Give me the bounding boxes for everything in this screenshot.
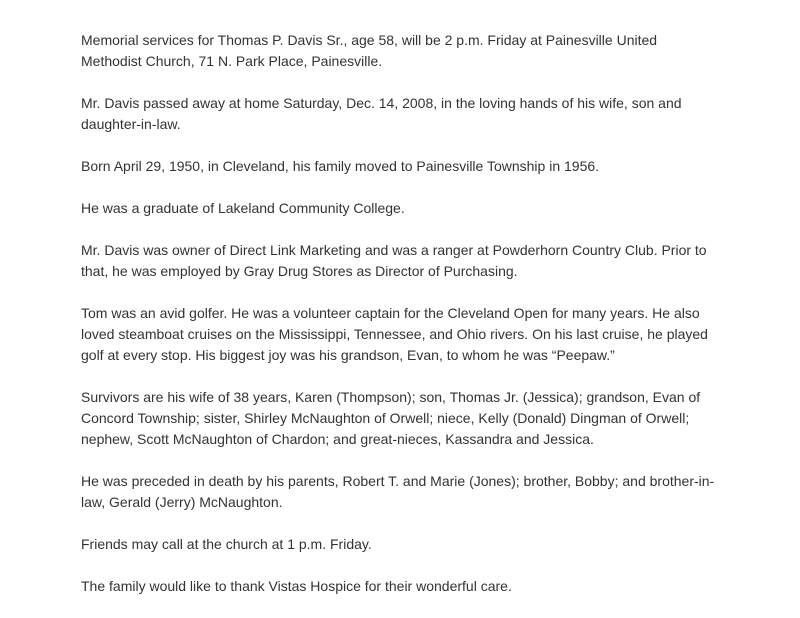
obituary-article <box>81 30 721 618</box>
paragraph-preceded-in-death: He was preceded in death by his parents, Robert T. and Marie (Jones); brother, Bobby; and brother-in-law, Gerald (Jerry) McNaughton. <box>81 473 715 510</box>
paragraph-survivors: Survivors are his wife of 38 years, Karen (Thompson); son, Thomas Jr. (Jessica); grandson, Evan of Concord Township; sister, Shirley McNaughton of Orwell; niece, Kelly (Donald) Dingman of Orwell; nephew, Scott McNaughton of Chardon; and great-nieces, Kassandra and Jessica. <box>81 389 701 447</box>
paragraph-hobbies: Tom was an avid golfer. He was a volunteer captain for the Cleveland Open for many years. He also loved steamboat cruises on the Mississippi, Tennessee, and Ohio rivers. On his last cruise, he played golf at every stop. His biggest joy was his grandson, Evan, to whom he was “Peepaw.” <box>81 305 708 363</box>
paragraph-passed-away: Mr. Davis passed away at home Saturday, Dec. 14, 2008, in the loving hands of his wife, son and daughter-in-law. <box>81 95 682 132</box>
paragraph-calling-hours: Friends may call at the church at 1 p.m. Friday. <box>81 536 372 552</box>
paragraph-memorial-services: Memorial services for Thomas P. Davis Sr., age 58, will be 2 p.m. Friday at Painesville United Methodist Church, 71 N. Park Place, Painesville. <box>81 32 658 69</box>
paragraph-thanks: The family would like to thank Vistas Hospice for their wonderful care. <box>81 578 512 594</box>
paragraph-education: He was a graduate of Lakeland Community College. <box>81 200 405 216</box>
paragraph-born: Born April 29, 1950, in Cleveland, his family moved to Painesville Township in 1956. <box>81 158 600 174</box>
paragraph-career: Mr. Davis was owner of Direct Link Marketing and was a ranger at Powderhorn Country Club. Prior to that, he was employed by Gray Drug Stores as Director of Purchasing. <box>81 242 707 279</box>
